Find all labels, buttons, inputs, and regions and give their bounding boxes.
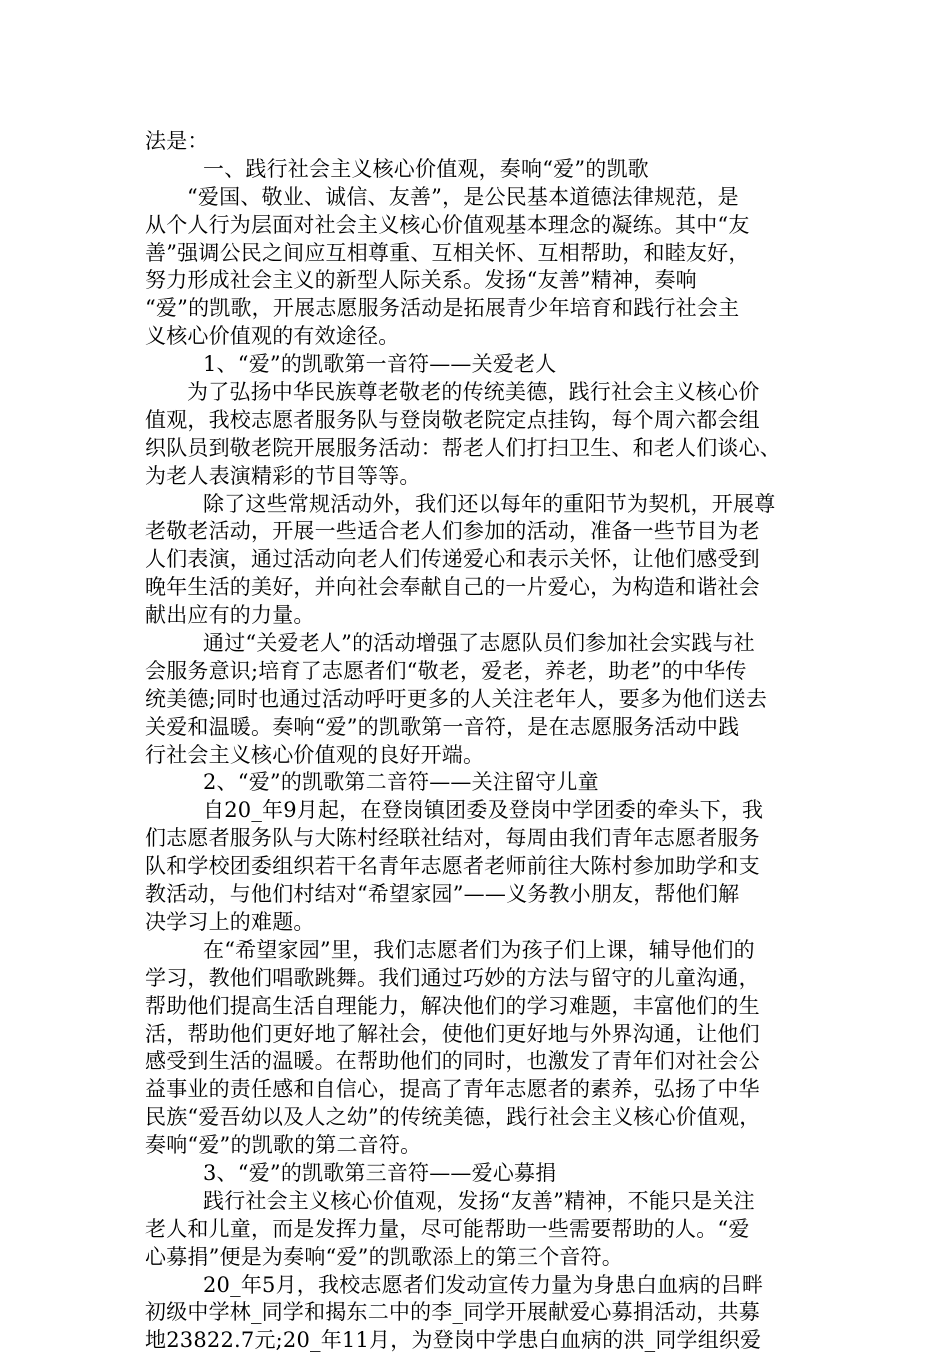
section-heading: 一、践行社会主义核心价值观，奏响“爱”的凯歌 xyxy=(203,156,649,181)
paragraph-first-line: 除了这些常规活动外，我们还以每年的重阳节为契机，开展尊 xyxy=(203,491,776,516)
text-line: 值观，我校志愿者服务队与登岗敬老院定点挂钩，每个周六都会组 xyxy=(145,407,760,432)
text-line: 关爱和温暖。奏响“爱”的凯歌第一音符，是在志愿服务活动中践 xyxy=(145,714,740,739)
text-line: 人们表演，通过活动向老人们传递爱心和表示关怀，让他们感受到 xyxy=(145,547,760,572)
subsection-heading: 2、“爱”的凯歌第二音符——关注留守儿童 xyxy=(203,770,599,795)
text-line: 队和学校团委组织若干名青年志愿者老师前往大陈村参加助学和支 xyxy=(145,854,760,879)
text-line: 心募捐”便是为奏响“爱”的凯歌添上的第三个音符。 xyxy=(145,1244,624,1269)
text-line: 教活动，与他们村结对“希望家园”——义务教小朋友，帮他们解 xyxy=(145,882,740,907)
subsection-heading: 1、“爱”的凯歌第一音符——关爱老人 xyxy=(203,352,557,377)
text-line: 益事业的责任感和自信心，提高了青年志愿者的素养，弘扬了中华 xyxy=(145,1077,760,1102)
paragraph-first-line: 通过“关爱老人”的活动增强了志愿队员们参加社会实践与社 xyxy=(203,631,755,656)
text-line: 活，帮助他们更好地了解社会，使他们更好地与外界沟通，让他们 xyxy=(145,1021,760,1046)
text-line: 行社会主义核心价值观的良好开端。 xyxy=(145,742,485,767)
text-line: 晚年生活的美好，并向社会奉献自己的一片爱心，为构造和谐社会 xyxy=(145,575,760,600)
text-line: 法是： xyxy=(145,129,209,153)
text-line: 奏响“爱”的凯歌的第二音符。 xyxy=(145,1133,422,1158)
text-line: 织队员到敬老院开展服务活动：帮老人们打扫卫生、和老人们谈心、 xyxy=(145,435,781,460)
paragraph-first-line: 在“希望家园”里，我们志愿者们为孩子们上课，辅导他们的 xyxy=(203,937,755,962)
paragraph-first-line: 20_年5月，我校志愿者们发动宣传力量为身患白血病的吕畔 xyxy=(203,1272,764,1297)
document-page xyxy=(145,128,810,1355)
text-line: 民族“爱吾幼以及人之幼”的传统美德，践行社会主义核心价值观， xyxy=(145,1105,761,1130)
text-line: 献出应有的力量。 xyxy=(145,603,315,628)
text-line: 努力形成社会主义的新型人际关系。发扬“友善”精神，奏响 xyxy=(145,268,697,293)
paragraph-first-line: 自20_年9月起，在登岗镇团委及登岗中学团委的牵头下，我 xyxy=(203,798,764,823)
text-line: 感受到生活的温暖。在帮助他们的同时，也激发了青年们对社会公 xyxy=(145,1049,760,1074)
paragraph-first-line: “爱国、敬业、诚信、友善”，是公民基本道德法律规范，是 xyxy=(187,184,739,209)
text-line: 为老人表演精彩的节目等等。 xyxy=(145,463,421,488)
text-line: 老敬老活动，开展一些适合老人们参加的活动，准备一些节目为老 xyxy=(145,519,760,544)
text-line: 初级中学林_同学和揭东二中的李_同学开展献爱心募捐活动，共募 xyxy=(145,1300,760,1325)
subsection-heading: 3、“爱”的凯歌第三音符——爱心募捐 xyxy=(203,1160,557,1185)
text-line: 决学习上的难题。 xyxy=(145,909,315,934)
paragraph-first-line: 践行社会主义核心价值观，发扬“友善”精神，不能只是关注 xyxy=(203,1188,755,1213)
text-line: 会服务意识;培育了志愿者们“敬老，爱老，养老，助老”的中华传 xyxy=(145,658,747,683)
paragraph-first-line: 为了弘扬中华民族尊老敬老的传统美德，践行社会主义核心价 xyxy=(187,380,760,405)
text-line: 老人和儿童，而是发挥力量，尽可能帮助一些需要帮助的人。“爱 xyxy=(145,1216,750,1241)
text-line: “爱”的凯歌，开展志愿服务活动是拓展青少年培育和践行社会主 xyxy=(145,296,740,321)
text-line: 统美德;同时也通过活动呼吁更多的人关注老年人，要多为他们送去 xyxy=(145,686,768,711)
text-line: 地23822.7元;20_年11月，为登岗中学患白血病的洪_同学组织爱 xyxy=(145,1328,762,1353)
text-line: 从个人行为层面对社会主义核心价值观基本理念的凝练。其中“友 xyxy=(145,212,750,237)
text-line: 帮助他们提高生活自理能力，解决他们的学习难题，丰富他们的生 xyxy=(145,993,760,1018)
text-line: 善”强调公民之间应互相尊重、互相关怀、互相帮助，和睦友好， xyxy=(145,240,750,265)
text-line: 义核心价值观的有效途径。 xyxy=(145,324,400,349)
text-line: 学习，教他们唱歌跳舞。我们通过巧妙的方法与留守的儿童沟通， xyxy=(145,965,760,990)
text-line: 们志愿者服务队与大陈村经联社结对，每周由我们青年志愿者服务 xyxy=(145,826,760,851)
